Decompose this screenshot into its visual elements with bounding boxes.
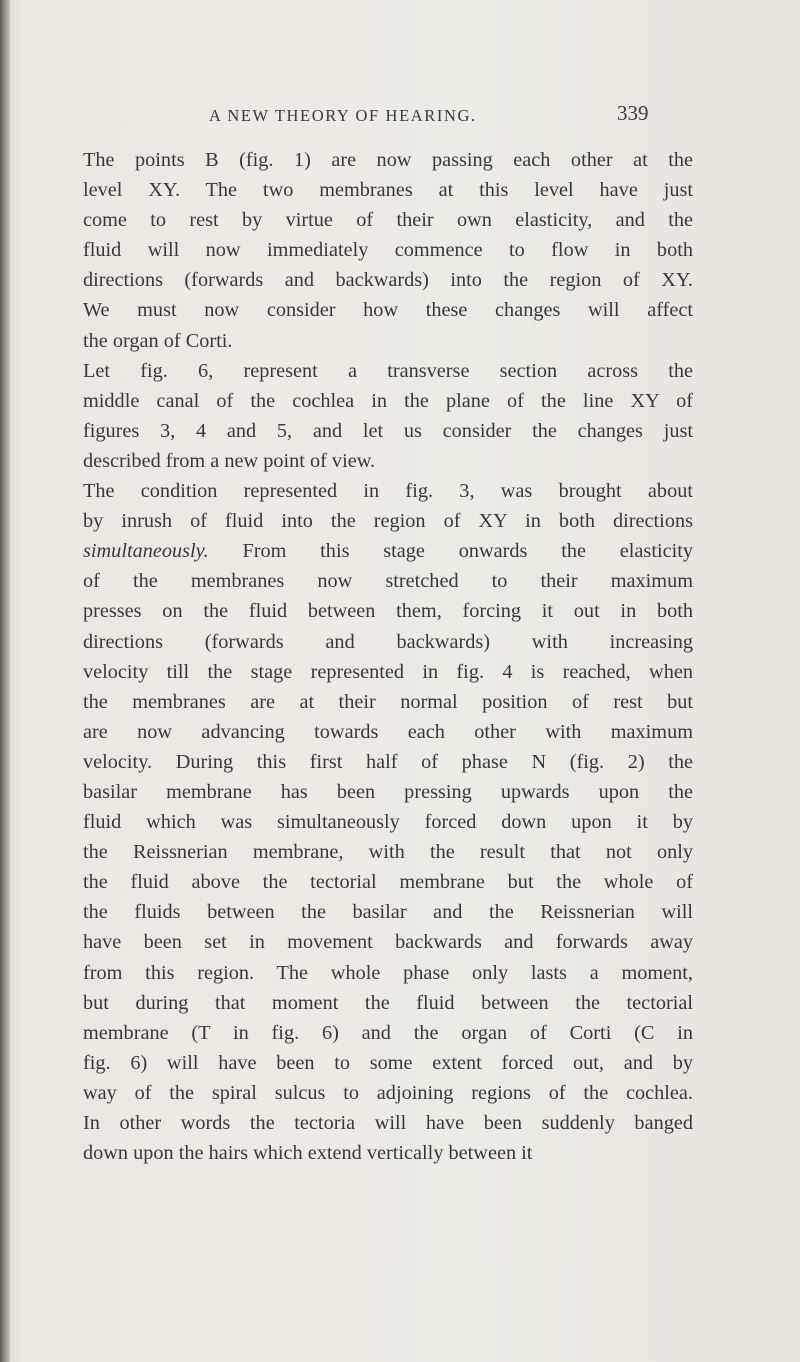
text-line: directions (forwards and backwards) with increasing (83, 630, 693, 653)
text-line: Let fig. 6, represent a transverse section across the (83, 359, 693, 382)
text-line: way of the spiral sulcus to adjoining regions of the cochlea. (83, 1081, 693, 1104)
running-head-title: A NEW THEORY OF HEARING. (209, 106, 477, 125)
page-binding-edge (0, 0, 10, 1362)
text-line: by inrush of fluid into the region of XY in both directions (83, 510, 693, 533)
text-line: The condition represented in fig. 3, was brought about (83, 480, 693, 503)
text-line: fig. 6) will have been to some extent forced out, and by (83, 1051, 693, 1074)
text-segment: From this stage onwards the elasticity (242, 540, 693, 563)
text-line: We must now consider how these changes will affect (83, 299, 693, 322)
text-line: velocity till the stage represented in fig. 4 is reached, when (83, 660, 693, 683)
text-line: from this region. The whole phase only lasts a moment, (83, 961, 693, 984)
text-line: level XY. The two membranes at this level have just (83, 179, 693, 202)
text-line: fluid will now immediately commence to flow in both (83, 239, 693, 262)
text-line: fluid which was simultaneously forced down upon it by (83, 811, 693, 834)
text-line: membrane (T in fig. 6) and the organ of Corti (C in (83, 1021, 693, 1044)
text-line: have been set in movement backwards and forwards away (83, 931, 693, 954)
text-line: come to rest by virtue of their own elasticity, and the (83, 209, 693, 232)
text-line: presses on the fluid between them, forcing it out in both (83, 600, 693, 623)
text-line: In other words the tectoria will have been suddenly banged (83, 1112, 693, 1134)
text-line: the membranes are at their normal position of rest but (83, 690, 693, 713)
text-line: down upon the hairs which extend vertically between it (83, 1142, 533, 1165)
text-line: the organ of Corti. (83, 329, 233, 352)
text-line: velocity. During this first half of phase N (fig. 2) the (83, 750, 693, 773)
page-number: 339 (617, 101, 649, 125)
text-line: the fluids between the basilar and the Reissnerian will (83, 901, 693, 924)
text-line: but during that moment the fluid between the tectorial (83, 991, 693, 1014)
text-line: of the membranes now stretched to their maximum (83, 570, 693, 593)
text-line: the Reissnerian membrane, with the result that not only (83, 841, 693, 864)
text-line: are now advancing towards each other with maximum (83, 720, 693, 743)
text-line-mixed (83, 536, 693, 566)
running-head (0, 101, 800, 136)
text-line: basilar membrane has been pressing upwards upon the (83, 780, 693, 803)
body-text (83, 145, 693, 1168)
text-line: The points B (fig. 1) are now passing each other at the (83, 149, 693, 171)
text-line: middle canal of the cochlea in the plane of the line XY of (83, 389, 693, 412)
text-line: figures 3, 4 and 5, and let us consider the changes just (83, 419, 693, 442)
text-line: described from a new point of view. (83, 449, 376, 472)
text-line: the fluid above the tectorial membrane but the whole of (83, 871, 693, 894)
emphasis-text: simultaneously. (83, 540, 209, 563)
text-line: directions (forwards and backwards) into the region of XY. (83, 269, 693, 292)
